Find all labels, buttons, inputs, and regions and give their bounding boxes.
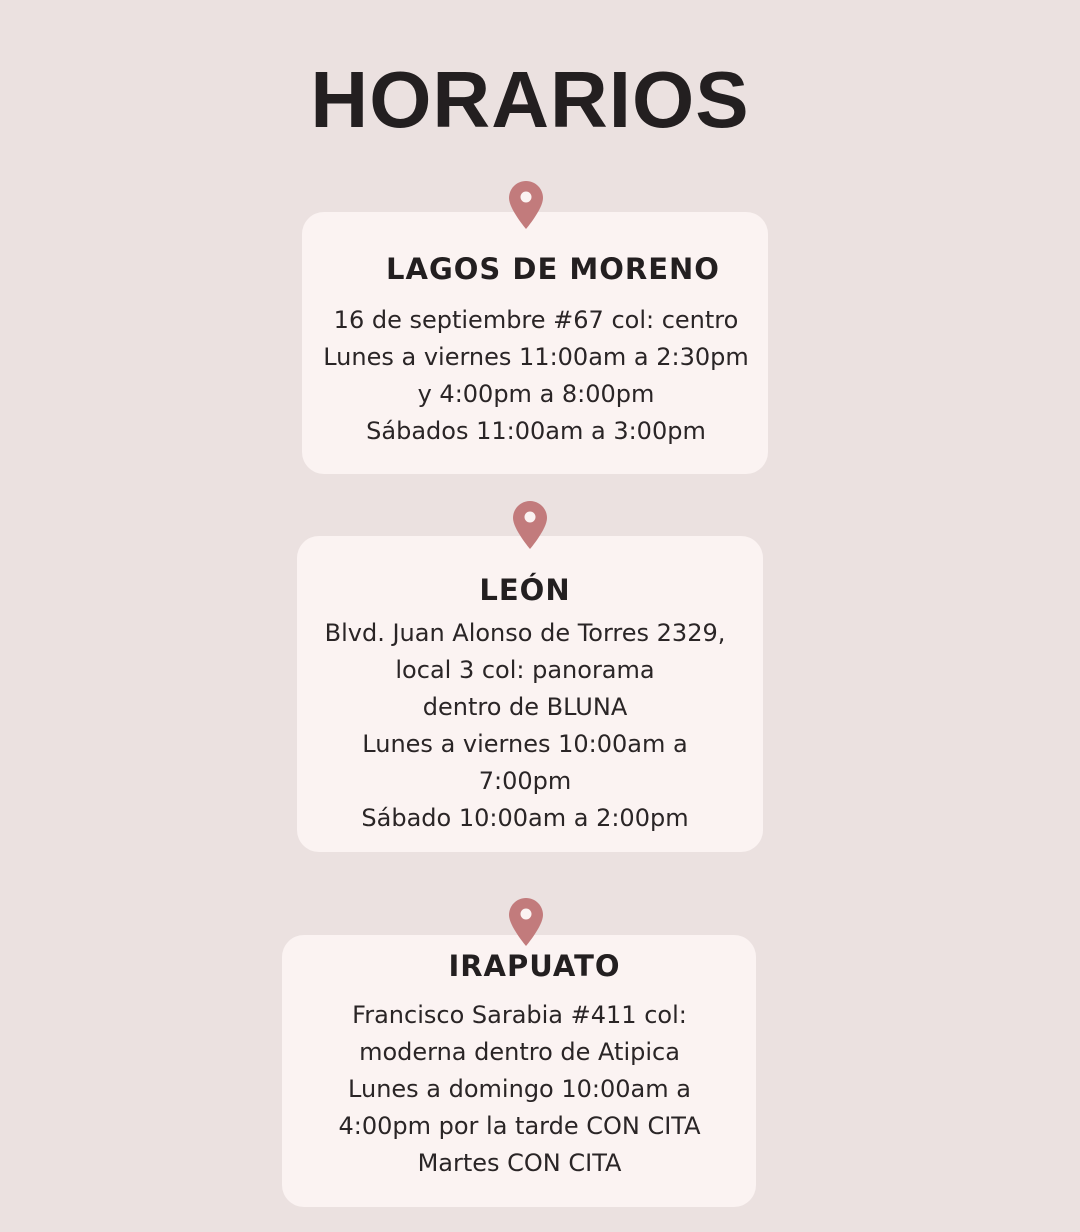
- hours-line: Lunes a viernes 11:00am a 2:30pm: [323, 343, 749, 371]
- location-details: [302, 302, 768, 450]
- location-details: [297, 615, 763, 837]
- location-name: LAGOS DE MORENO: [386, 252, 720, 286]
- hours-line: Lunes a domingo 10:00am a: [348, 1075, 691, 1103]
- page-title: HORARIOS: [310, 55, 750, 144]
- location-card-lagos-de-moreno: [302, 212, 768, 474]
- location-card-leon: [297, 536, 763, 852]
- map-pin-icon: [508, 897, 544, 947]
- location-name: LEÓN: [479, 573, 571, 607]
- hours-line: 7:00pm: [478, 767, 572, 795]
- location-details: [282, 997, 756, 1182]
- hours-line: 4:00pm por la tarde CON CITA: [338, 1112, 701, 1140]
- map-pin-icon: [512, 500, 548, 550]
- hours-line: Sábado 10:00am a 2:00pm: [361, 804, 689, 832]
- hours-line: y 4:00pm a 8:00pm: [417, 380, 655, 408]
- map-pin-icon: [508, 180, 544, 230]
- location-card-irapuato: [282, 935, 756, 1207]
- address-line: 16 de septiembre #67 col: centro: [333, 306, 739, 334]
- address-line: Francisco Sarabia #411 col:: [352, 1001, 687, 1029]
- address-line: local 3 col: panorama: [395, 656, 655, 684]
- hours-line: Lunes a viernes 10:00am a: [362, 730, 688, 758]
- address-line: moderna dentro de Atipica: [359, 1038, 680, 1066]
- hours-line: Martes CON CITA: [417, 1149, 622, 1177]
- hours-line: Sábados 11:00am a 3:00pm: [366, 417, 706, 445]
- address-line: dentro de BLUNA: [422, 693, 628, 721]
- address-line: Blvd. Juan Alonso de Torres 2329,: [324, 619, 726, 647]
- location-name: IRAPUATO: [448, 949, 621, 983]
